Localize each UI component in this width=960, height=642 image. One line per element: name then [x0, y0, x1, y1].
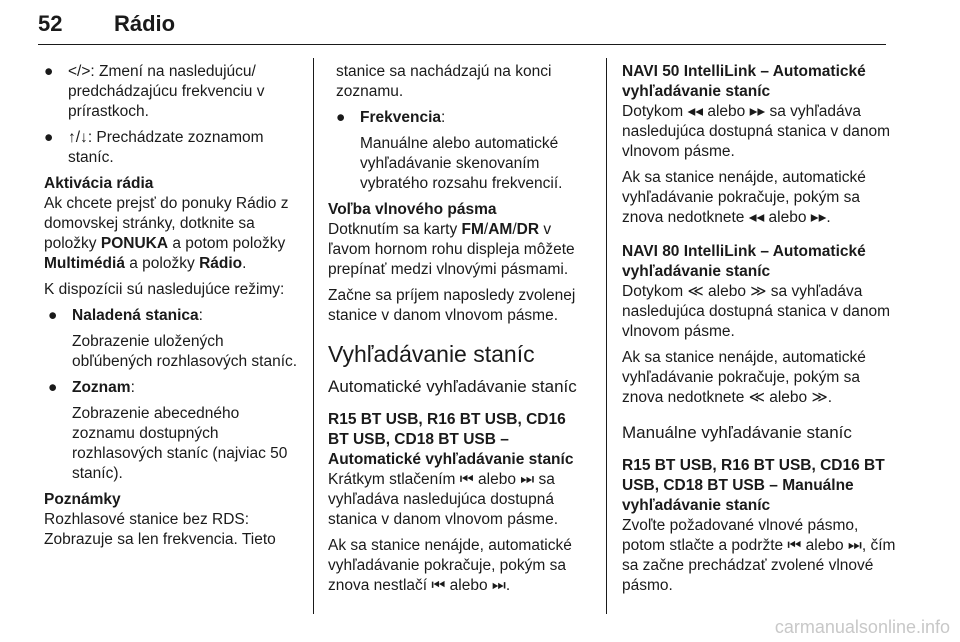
list-item: ● Frekvencia:: [336, 109, 446, 126]
previous-track-icon: ⏮: [787, 537, 802, 554]
double-left-icon: ≪: [748, 389, 765, 406]
model-heading: NAVI 80 IntelliLink – Automatické vyhľadávanie staníc: [622, 243, 866, 280]
previous-track-icon: ⏮: [459, 471, 474, 488]
column-divider-left: [313, 58, 314, 614]
note-heading: Poznámky: [44, 491, 121, 508]
paragraph: Manuálne alebo automatické vyhľadávanie skenovaním vybratého rozsahu frekvencií.: [360, 135, 563, 192]
model-heading: R15 BT USB, R16 BT USB, CD16 BT USB, CD18 BT USB – Manuálne vyhľadávanie staníc: [622, 457, 885, 514]
paragraph: Dotykom ◂◂ alebo ▸▸ sa vyhľadáva nasledujúca dostupná stanica v danom vlnovom pásme.: [622, 103, 890, 160]
section-heading: Voľba vlnového pásma: [328, 201, 497, 218]
column-2: [328, 62, 590, 612]
next-track-icon: ⏭: [520, 471, 535, 488]
paragraph: Dotknutím sa karty FM/AM/DR v ľavom hornom rohu displeja môžete prepínať medzi vlnovými pásmami.: [328, 221, 575, 278]
next-track-icon: ⏭: [847, 537, 862, 554]
page-header: [38, 6, 886, 45]
subsection-title: Automatické vyhľadávanie staníc: [328, 377, 577, 396]
frequency-step-symbol: </>: [68, 63, 91, 80]
paragraph: Začne sa príjem naposledy zvolenej stanice v danom vlnovom pásme.: [328, 287, 576, 324]
bullet-icon: ●: [336, 109, 346, 126]
fast-forward-icon: ▸▸: [810, 209, 827, 226]
page-number: 52: [38, 11, 63, 36]
bullet-icon: ●: [44, 129, 54, 146]
section-title: Vyhľadávanie staníc: [328, 341, 535, 367]
section-heading: Aktivácia rádia: [44, 175, 154, 192]
rewind-icon: ◂◂: [748, 209, 765, 226]
column-divider-right: [606, 58, 607, 614]
previous-track-icon: ⏮: [431, 577, 446, 594]
subsection-title: Manuálne vyhľadávanie staníc: [622, 423, 852, 442]
bullet-icon: ●: [44, 63, 54, 80]
bullet-icon: ●: [48, 307, 58, 324]
rewind-icon: ◂◂: [687, 103, 704, 120]
double-right-icon: ≫: [811, 389, 828, 406]
model-heading: R15 BT USB, R16 BT USB, CD16 BT USB, CD18 BT USB – Automatické vyhľadávanie staníc: [328, 411, 574, 468]
column-1: [44, 62, 302, 612]
next-track-icon: ⏭: [491, 577, 506, 594]
up-down-arrows-icon: ↑/↓: [68, 129, 88, 146]
paragraph: Ak chcete prejsť do ponuky Rádio z domovskej stránky, dotknite sa položky PONUKA a potom položky Multimédiá a položky Rádio.: [44, 195, 289, 272]
paragraph: Krátkym stlačením ⏮ alebo ⏭ sa vyhľadáva nasledujúca dostupná stanica v danom vlnovom pásme.: [328, 471, 559, 528]
note-text: Rozhlasové stanice bez RDS: Zobrazuje sa len frekvencia. Tieto: [44, 511, 276, 548]
double-left-icon: ≪: [687, 283, 704, 300]
paragraph: Zobrazenie abecedného zoznamu dostupných rozhlasových staníc (najviac 50 staníc).: [72, 405, 288, 482]
page-title: Rádio: [114, 11, 176, 36]
paragraph: Dotykom ≪ alebo ≫ sa vyhľadáva nasledujúca dostupná stanica v danom vlnovom pásme.: [622, 283, 890, 340]
paragraph: Ak sa stanice nenájde, automatické vyhľadávanie pokračuje, pokým sa znova nedotknete ≪ alebo ≫.: [622, 349, 866, 406]
paragraph: K dispozícii sú nasledujúce režimy:: [44, 281, 285, 298]
list-item: ● Zoznam:: [48, 379, 135, 396]
paragraph: Ak sa stanice nenájde, automatické vyhľadávanie pokračuje, pokým sa znova nedotknete ◂◂ alebo ▸▸.: [622, 169, 866, 226]
list-item: ● ↑/↓: Prechádzate zoznamom staníc.: [44, 129, 264, 166]
paragraph: Ak sa stanice nenájde, automatické vyhľadávanie pokračuje, pokým sa znova nestlačí ⏮ alebo ⏭.: [328, 537, 572, 594]
paragraph: stanice sa nachádzajú na konci zoznamu.: [336, 63, 552, 100]
list-item: ● Naladená stanica:: [48, 307, 203, 324]
paragraph: Zobrazenie uložených obľúbených rozhlasových staníc.: [72, 333, 298, 370]
column-3: [622, 62, 896, 612]
watermark: carmanualsonline.info: [774, 617, 950, 637]
fast-forward-icon: ▸▸: [749, 103, 766, 120]
bullet-icon: ●: [48, 379, 58, 396]
double-right-icon: ≫: [750, 283, 767, 300]
list-item: ● </>: Zmení na nasledujúcu/ predchádzajúcu frekvenciu v prírastkoch.: [44, 63, 265, 120]
model-heading: NAVI 50 IntelliLink – Automatické vyhľadávanie staníc: [622, 63, 866, 100]
paragraph: Zvoľte požadované vlnové pásmo, potom stlačte a podržte ⏮ alebo ⏭, čím sa začne prechádzať zvolené vlnové pásmo.: [622, 517, 896, 594]
